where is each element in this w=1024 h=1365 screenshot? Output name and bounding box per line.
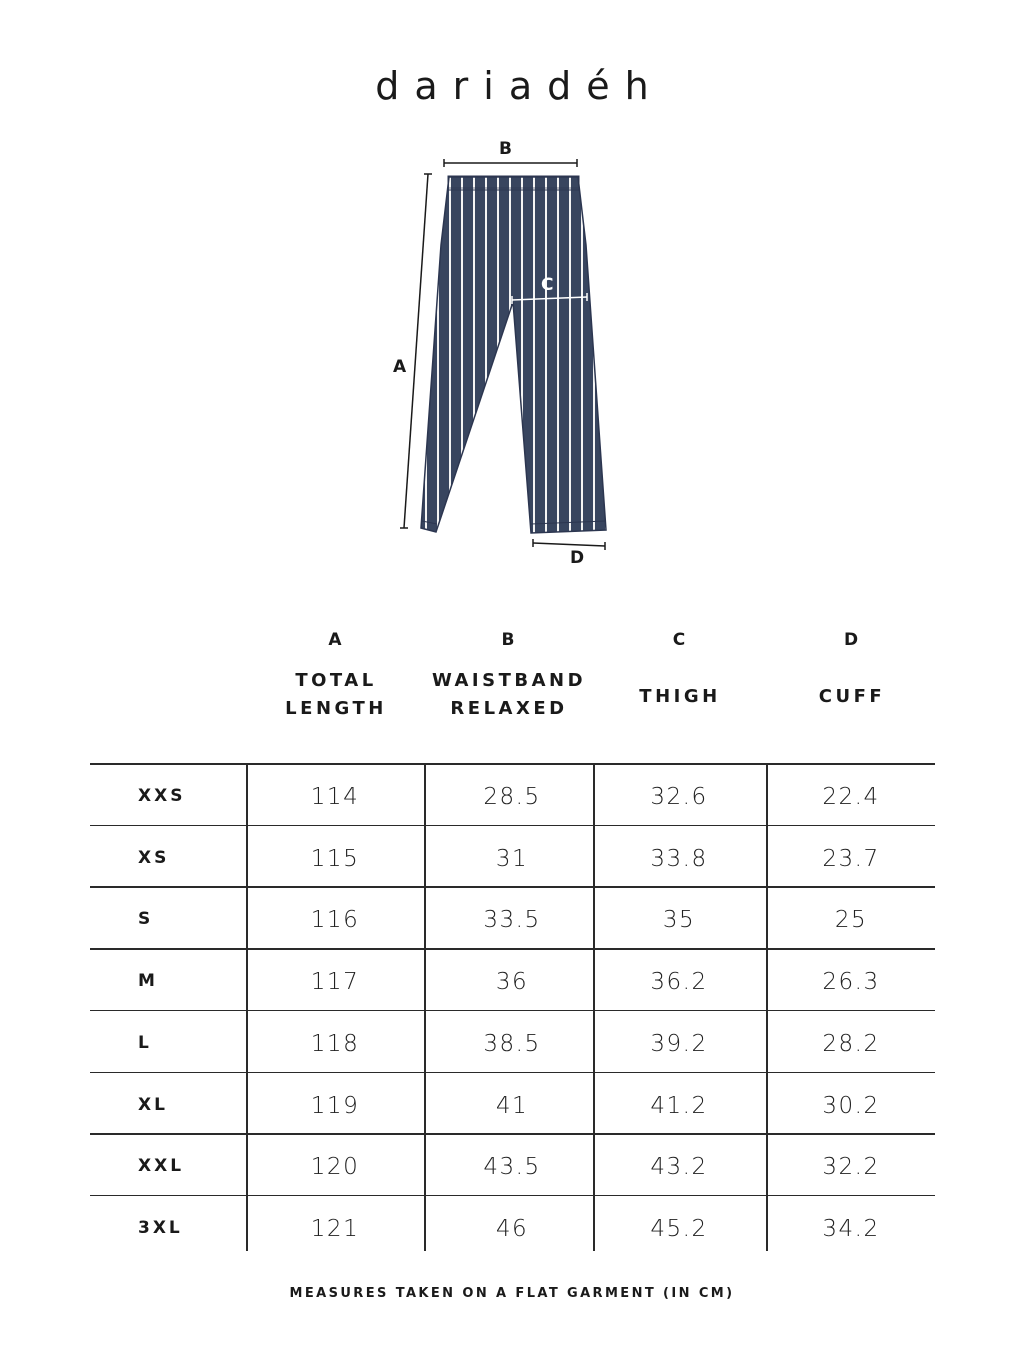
measurement-cell: 119 <box>310 1092 360 1119</box>
column-divider <box>766 763 768 1251</box>
diagram-label-d: D <box>570 548 585 568</box>
column-letter-a: A <box>328 630 344 650</box>
measurement-cell: 114 <box>310 784 360 810</box>
measure-line-d <box>533 539 605 550</box>
column-name-d <box>757 683 947 711</box>
measurement-cell: 36.2 <box>650 969 708 996</box>
measurement-cell: 41 <box>495 1092 529 1119</box>
measurement-cell: 116 <box>310 907 360 934</box>
measurement-cell: 118 <box>310 1030 360 1057</box>
measurement-cell: 46 <box>495 1215 529 1242</box>
measurement-cell: 32.2 <box>822 1154 880 1181</box>
size-label: S <box>138 909 154 930</box>
brand-logo: dariadéh <box>375 64 664 108</box>
size-table <box>90 763 935 1251</box>
trousers-body <box>410 170 620 540</box>
footnote: MEASURES TAKEN ON A FLAT GARMENT (IN CM) <box>289 1286 735 1301</box>
column-name-b-line1: WAISTBAND <box>431 670 587 691</box>
measurement-cell: 26.3 <box>822 969 880 996</box>
size-label: M <box>138 971 158 992</box>
measurement-cell: 25 <box>834 907 868 934</box>
measurement-cell: 28.5 <box>483 784 541 810</box>
measurement-cell: 43.2 <box>650 1154 708 1181</box>
column-name-b-line2: RELAXED <box>450 698 568 719</box>
column-name-a-line2: LENGTH <box>285 698 387 719</box>
column-divider <box>593 763 595 1251</box>
measurement-cell: 35 <box>662 907 696 934</box>
diagram-label-c: C <box>541 275 554 295</box>
measurement-cell: 33.8 <box>650 845 708 872</box>
column-letter-d: D <box>843 630 861 650</box>
measurement-cell: 45.2 <box>650 1215 708 1242</box>
column-name-a-line1: TOTAL <box>295 670 377 691</box>
column-letter-c: C <box>672 630 688 650</box>
measurement-cell: 34.2 <box>822 1215 880 1242</box>
column-name-a <box>241 667 431 723</box>
diagram-label-b: B <box>499 139 512 159</box>
measurement-cell: 36 <box>495 969 529 996</box>
measurement-cell: 120 <box>310 1154 360 1181</box>
measurement-cell: 121 <box>310 1215 360 1242</box>
size-label: XS <box>138 847 170 868</box>
column-name-b <box>414 667 604 723</box>
diagram-label-a: A <box>393 357 407 377</box>
size-label: L <box>138 1032 152 1053</box>
measurement-cell: 33.5 <box>483 907 541 934</box>
measurement-cell: 39.2 <box>650 1030 708 1057</box>
size-label: XXS <box>138 786 186 806</box>
measurement-cell: 115 <box>310 845 360 872</box>
garment-diagram <box>0 0 1024 600</box>
measurement-cell: 22.4 <box>822 784 880 810</box>
column-name-d-line1: CUFF <box>818 686 886 707</box>
measurement-cell: 31 <box>495 845 529 872</box>
measurement-cell: 30.2 <box>822 1092 880 1119</box>
measurement-cell: 23.7 <box>822 845 880 872</box>
measurement-cell: 32.6 <box>650 784 708 810</box>
measurement-cell: 43.5 <box>483 1154 541 1181</box>
column-letter-b: B <box>501 630 517 650</box>
column-name-c <box>585 683 775 711</box>
size-label: XXL <box>138 1156 185 1177</box>
measurement-cell: 41.2 <box>650 1092 708 1119</box>
trousers-illustration <box>0 0 1024 600</box>
size-label: 3XL <box>138 1217 183 1238</box>
size-label: XL <box>138 1094 168 1115</box>
column-divider <box>424 763 426 1251</box>
measurement-cell: 28.2 <box>822 1030 880 1057</box>
measurement-cell: 38.5 <box>483 1030 541 1057</box>
column-name-c-line1: THIGH <box>639 686 721 707</box>
measure-line-b <box>444 159 577 167</box>
column-divider <box>246 763 248 1251</box>
measurement-cell: 117 <box>310 969 360 996</box>
